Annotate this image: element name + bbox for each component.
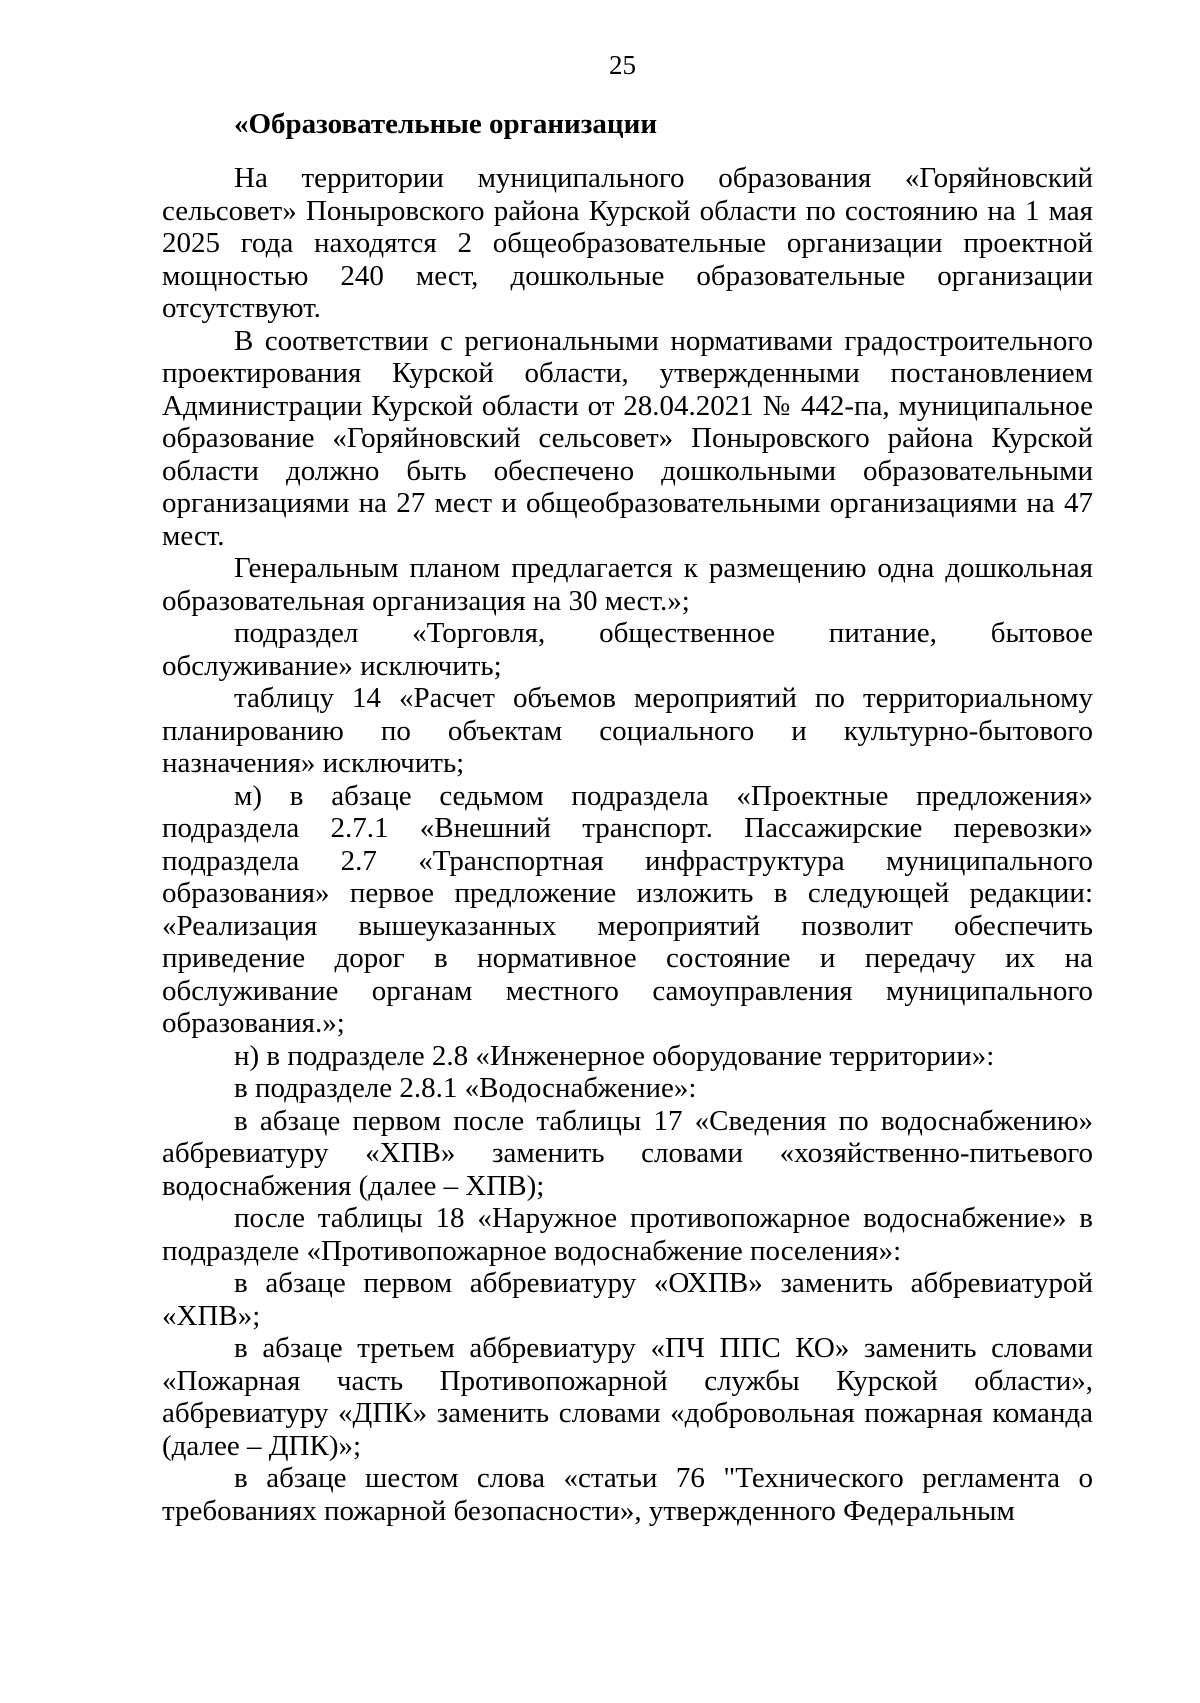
- paragraph-table-18: после таблицы 18 «Наружное противопожарное водоснабжение» в подразделе «Противопожарное водоснабжение поселения»:: [162, 1202, 1093, 1267]
- paragraph-first-abbreviation: в абзаце первом аббревиатуру «ОХПВ» заменить аббревиатурой «ХПВ»;: [162, 1267, 1093, 1332]
- paragraph-table-14: таблицу 14 «Расчет объемов мероприятий по территориальному планированию по объектам социального и культурно-бытового назначения» исключить;: [162, 682, 1093, 779]
- paragraph-item-m-transport: м) в абзаце седьмом подраздела «Проектные предложения» подраздела 2.7.1 «Внешний транспорт. Пассажирские перевозки» подраздела 2.7 «Транспортная инфраструктура муниципального образования» первое предложение изложить в следующей редакции: «Реализация вышеуказанных мероприятий позволит обеспечить приведение дорог в нормативное состояние и передачу их на обслуживание органам местного самоуправления муниципального образования.»;: [162, 779, 1093, 1039]
- paragraph-sixth-words: в абзаце шестом слова «статьи 76 "Технического регламента о требованиях пожарной безопасности», утвержденного Федеральным: [162, 1462, 1093, 1527]
- page-number: 25: [609, 50, 636, 80]
- paragraph-water-supply: в подразделе 2.8.1 «Водоснабжение»:: [234, 1072, 697, 1104]
- paragraph-regional-norms: В соответствии с региональными нормативами градостроительного проектирования Курской области, утвержденными постановлением Администрации Курской области от 28.04.2021 № 442-па, муниципальное образование «Горяйновский сельсовет» Поныровского района Курской области должно быть обеспечено дошкольными образовательными организациями на 27 мест и общеобразовательными организациями на 47 мест.: [162, 324, 1093, 552]
- paragraph-trade-subsection: подраздел «Торговля, общественное питание, бытовое обслуживание» исключить;: [162, 617, 1093, 682]
- paragraph-third-abbreviation: в абзаце третьем аббревиатуру «ПЧ ППС КО» заменить словами «Пожарная часть Противопожарной службы Курской области», аббревиатуру «ДПК» заменить словами «добровольная пожарная команда (далее – ДПК)»;: [162, 1332, 1093, 1462]
- paragraph-item-n-engineering: н) в подразделе 2.8 «Инженерное оборудование территории»:: [234, 1039, 995, 1072]
- section-heading: «Образовательные организации: [234, 108, 658, 140]
- paragraph-general-plan: Генеральным планом предлагается к размещению одна дошкольная образовательная организация на 30 мест.»;: [162, 552, 1093, 617]
- document-body: [162, 108, 1093, 1527]
- paragraph-education-status: На территории муниципального образования «Горяйновский сельсовет» Поныровского района Курской области по состоянию на 1 мая 2025 года находятся 2 общеобразовательные организации проектной мощностью 240 мест, дошкольные образовательные организации отсутствуют.: [162, 162, 1093, 324]
- paragraph-table-17: в абзаце первом после таблицы 17 «Сведения по водоснабжению» аббревиатуру «ХПВ» заменить словами «хозяйственно-питьевого водоснабжения (далее – ХПВ);: [162, 1104, 1093, 1202]
